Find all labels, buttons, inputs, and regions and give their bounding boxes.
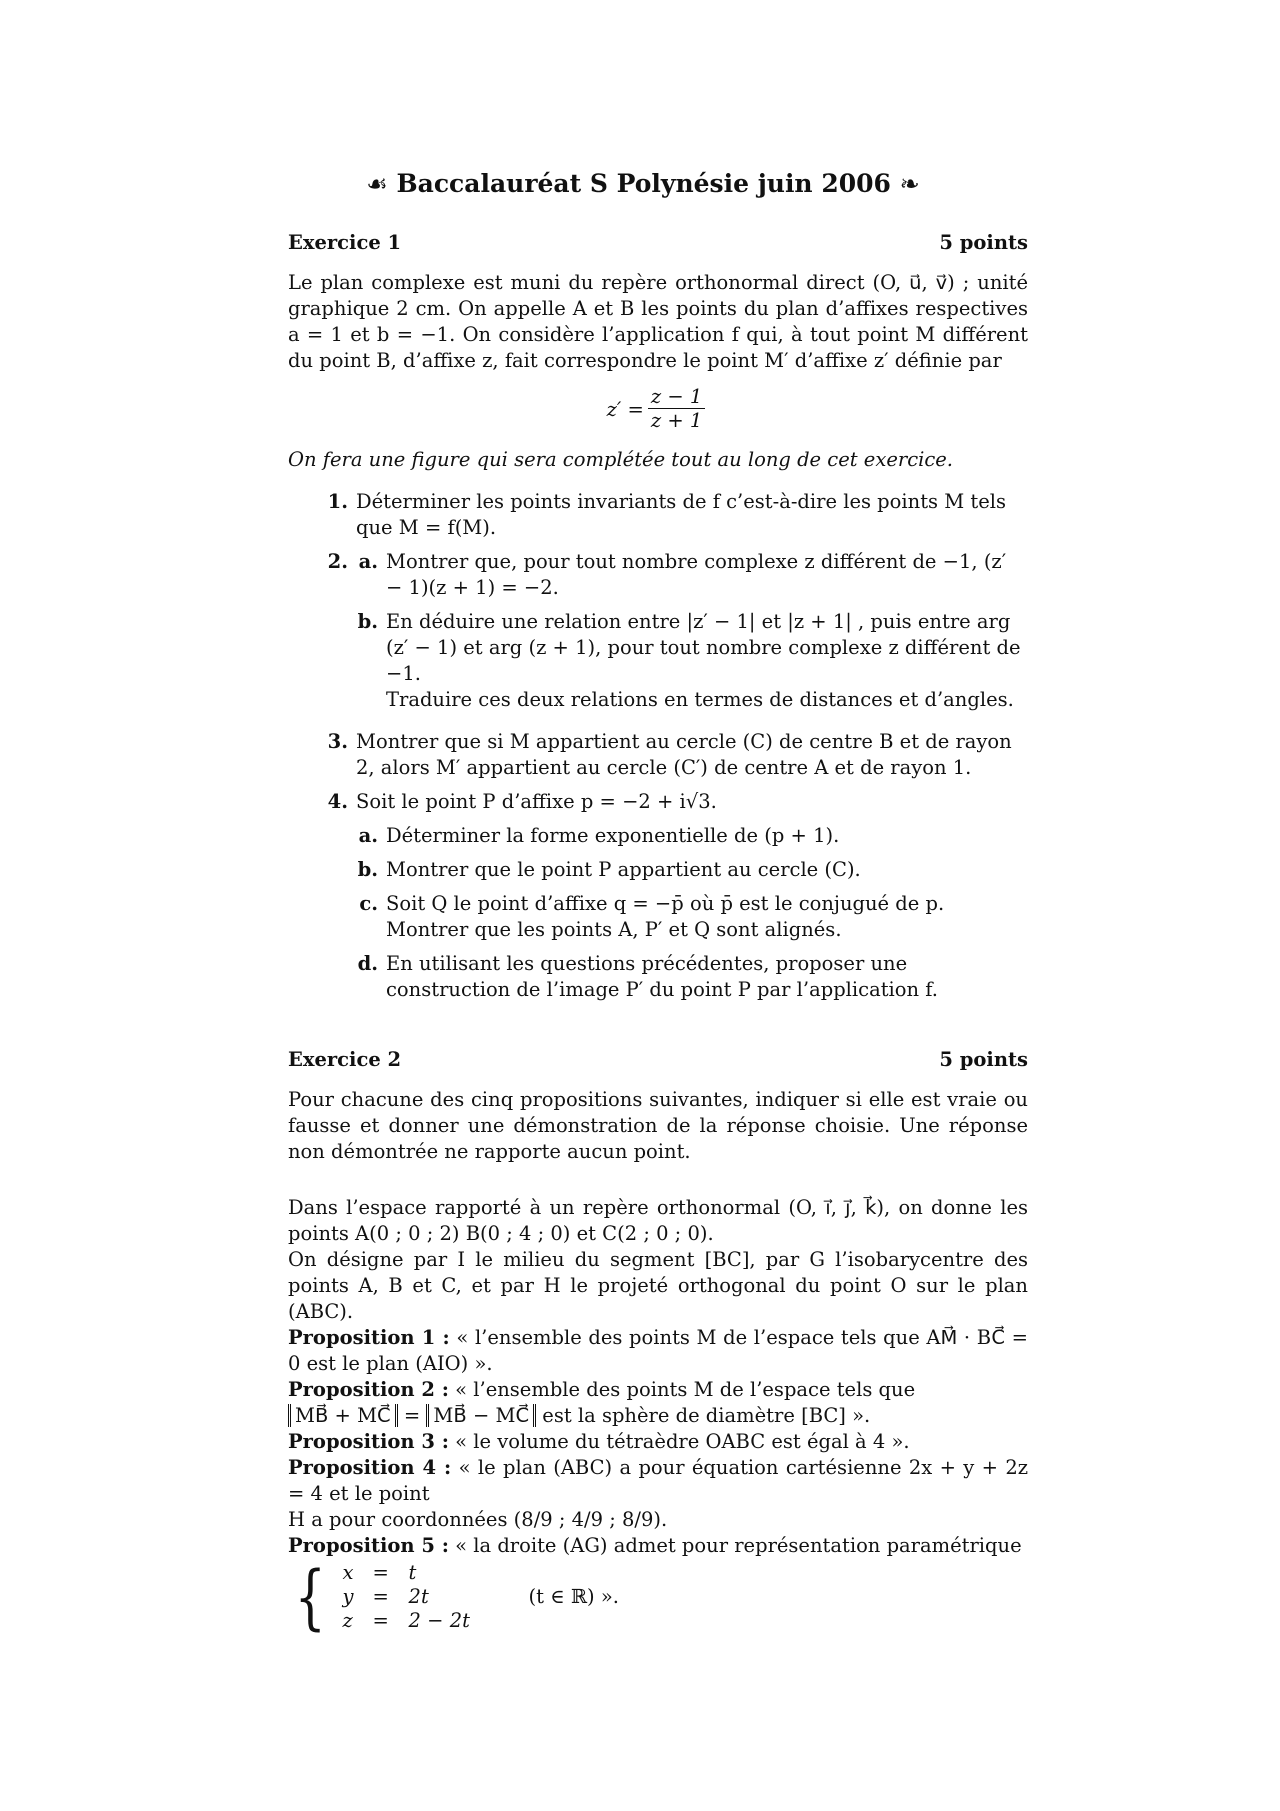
proposition-label: Proposition 2 : bbox=[288, 1378, 449, 1401]
exercise-2-points: 5 points bbox=[939, 1048, 1028, 1071]
proposition-text-2: H a pour coordonnées (8/9 ; 4/9 ; 8/9). bbox=[288, 1508, 668, 1531]
question-text: Soit le point P d’affixe p = −2 + i√3. bbox=[356, 790, 717, 813]
sys-expr: t bbox=[408, 1561, 417, 1584]
question-4 bbox=[288, 789, 1028, 1011]
norm-equals: = bbox=[403, 1404, 421, 1427]
question-label: 2. bbox=[327, 550, 348, 573]
exercise-1-header bbox=[288, 230, 1028, 256]
formula-z-prime bbox=[288, 386, 1028, 433]
sys-eq: = bbox=[372, 1561, 389, 1584]
exercise-1-points: 5 points bbox=[939, 231, 1028, 254]
proposition-label: Proposition 5 : bbox=[288, 1534, 449, 1557]
subquestion-text: Déterminer la forme exponentielle de (p + 1). bbox=[386, 824, 840, 847]
formula-lhs: z′ = bbox=[606, 397, 644, 421]
subquestion-label: b. bbox=[357, 858, 378, 881]
exercise-1-title: Exercice 1 bbox=[288, 231, 402, 254]
exercise-2-title: Exercice 2 bbox=[288, 1048, 402, 1071]
subquestion-label: a. bbox=[358, 550, 378, 573]
question-label: 4. bbox=[327, 790, 348, 813]
sys-expr: 2 − 2t bbox=[408, 1609, 470, 1632]
ornament-left-icon: ☙ bbox=[366, 170, 388, 198]
system-rows bbox=[343, 1561, 499, 1633]
formula-numerator: z − 1 bbox=[648, 386, 705, 409]
subquestion-label: a. bbox=[358, 824, 378, 847]
subquestion-label: b. bbox=[357, 610, 378, 633]
formula-denominator: z + 1 bbox=[650, 409, 703, 432]
sys-expr: 2t bbox=[408, 1585, 429, 1608]
subquestion-text: Soit Q le point d’affixe q = −p̄ où p̄ est le conjugué de p. bbox=[386, 892, 945, 915]
question-4b bbox=[348, 857, 1028, 883]
proposition-label: Proposition 4 : bbox=[288, 1456, 452, 1479]
proposition-text: « la droite (AG) admet pour représentation paramétrique bbox=[455, 1534, 1022, 1557]
subquestion-text: Montrer que, pour tout nombre complexe z différent de −1, (z′ − 1)(z + 1) = −2. bbox=[386, 550, 1007, 599]
formula-fraction bbox=[648, 386, 705, 433]
system-domain-note: (t ∈ ℝ) ». bbox=[528, 1585, 619, 1608]
subquestion-label: c. bbox=[359, 892, 378, 915]
exercise-2-header bbox=[288, 1047, 1028, 1073]
title-text: Baccalauréat S Polynésie juin 2006 bbox=[396, 169, 891, 198]
norm-difference: MB⃗ − MC⃗ bbox=[426, 1404, 536, 1427]
sys-var: x bbox=[342, 1561, 354, 1584]
exercise-2-context-2: On désigne par I le milieu du segment [BC], par G l’isobarycentre des points A, B et C, et par H le projeté orthogonal du point O sur le plan (ABC). bbox=[288, 1248, 1028, 1323]
proposition-label: Proposition 3 : bbox=[288, 1430, 449, 1453]
sys-var: z bbox=[342, 1609, 353, 1632]
subquestion-text-2: Traduire ces deux relations en termes de distances et d’angles. bbox=[386, 688, 1014, 711]
proposition-text: « le volume du tétraèdre OABC est égal à 4 ». bbox=[455, 1430, 910, 1453]
subquestion-text: Montrer que le point P appartient au cercle (C). bbox=[386, 858, 861, 881]
proposition-5 bbox=[288, 1533, 1028, 1559]
question-4a bbox=[348, 823, 1028, 849]
brace-icon: { bbox=[294, 1556, 326, 1638]
question-2b bbox=[348, 609, 1028, 713]
sys-var: y bbox=[342, 1585, 354, 1608]
exercise-2-context-1: Dans l’espace rapporté à un repère orthonormal (O, i⃗, j⃗, k⃗), on donne les points A(0 ; 0 ; 2) B(0 ; 4 ; 0) et C(2 ; 0 ; 0). bbox=[288, 1196, 1028, 1245]
proposition-3 bbox=[288, 1429, 1028, 1455]
question-label: 1. bbox=[327, 490, 348, 513]
exercise-1-intro: Le plan complexe est muni du repère orthonormal direct (O, u⃗, v⃗) ; unité graphique 2 cm. On appelle A et B les points du plan d’affixes respectives a = 1 et b = −1. On considère l’application f qui, à tout point M différent du point B, d’affixe z, fait correspondre le point M′ d’affixe z′ définie par bbox=[288, 271, 1028, 372]
proposition-1 bbox=[288, 1325, 1028, 1377]
question-text: Déterminer les points invariants de f c’est-à-dire les points M tels que M = f(M). bbox=[356, 490, 1007, 539]
question-3 bbox=[288, 729, 1028, 781]
proposition-text: « le plan (ABC) a pour équation cartésienne 2x + y + 2z = 4 et le point bbox=[288, 1456, 1029, 1505]
question-4c bbox=[348, 891, 1028, 943]
sys-eq: = bbox=[372, 1609, 389, 1632]
proposition-text: « l’ensemble des points M de l’espace tels que AM⃗ · BC⃗ = 0 est le plan (AIO) ». bbox=[288, 1326, 1028, 1375]
subquestion-label: d. bbox=[357, 952, 378, 975]
norm-sum: MB⃗ + MC⃗ bbox=[288, 1404, 398, 1427]
exercise-2-intro: Pour chacune des cinq propositions suivantes, indiquer si elle est vraie ou fausse et donner une démonstration de la réponse choisie. Une réponse non démontrée ne rapporte aucun point. bbox=[288, 1088, 1028, 1163]
proposition-4 bbox=[288, 1455, 1028, 1533]
question-label: 3. bbox=[327, 730, 348, 753]
subquestion-text-2: Montrer que les points A, P′ et Q sont alignés. bbox=[386, 918, 842, 941]
page-title bbox=[258, 168, 1028, 200]
exercise-1-note: On fera une figure qui sera complétée tout au long de cet exercice. bbox=[288, 448, 954, 471]
proposition-2 bbox=[288, 1377, 1028, 1429]
proposition-text: « l’ensemble des points M de l’espace tels que bbox=[455, 1378, 916, 1401]
question-text: Montrer que si M appartient au cercle (C) de centre B et de rayon 2, alors M′ appartient au cercle (C′) de centre A et de rayon 1. bbox=[356, 730, 1012, 779]
document-page bbox=[288, 168, 1029, 1638]
ornament-right-icon: ❧ bbox=[899, 170, 920, 198]
subquestion-text: En utilisant les questions précédentes, proposer une construction de l’image P′ du point P par l’application f. bbox=[386, 952, 938, 1001]
question-2 bbox=[288, 549, 1028, 721]
question-4d bbox=[348, 951, 1028, 1003]
sys-eq: = bbox=[372, 1585, 389, 1608]
proposition-text-end: est la sphère de diamètre [BC] ». bbox=[542, 1404, 871, 1427]
question-1 bbox=[288, 489, 1028, 541]
subquestion-text: En déduire une relation entre |z′ − 1| et |z + 1| , puis entre arg (z′ − 1) et arg (z + 1), pour tout nombre complexe z différent de −1. bbox=[386, 610, 1021, 685]
question-2a bbox=[348, 549, 1028, 601]
parametric-system bbox=[288, 1556, 1028, 1638]
proposition-label: Proposition 1 : bbox=[288, 1326, 450, 1349]
exercise-1-questions bbox=[288, 489, 1028, 1011]
